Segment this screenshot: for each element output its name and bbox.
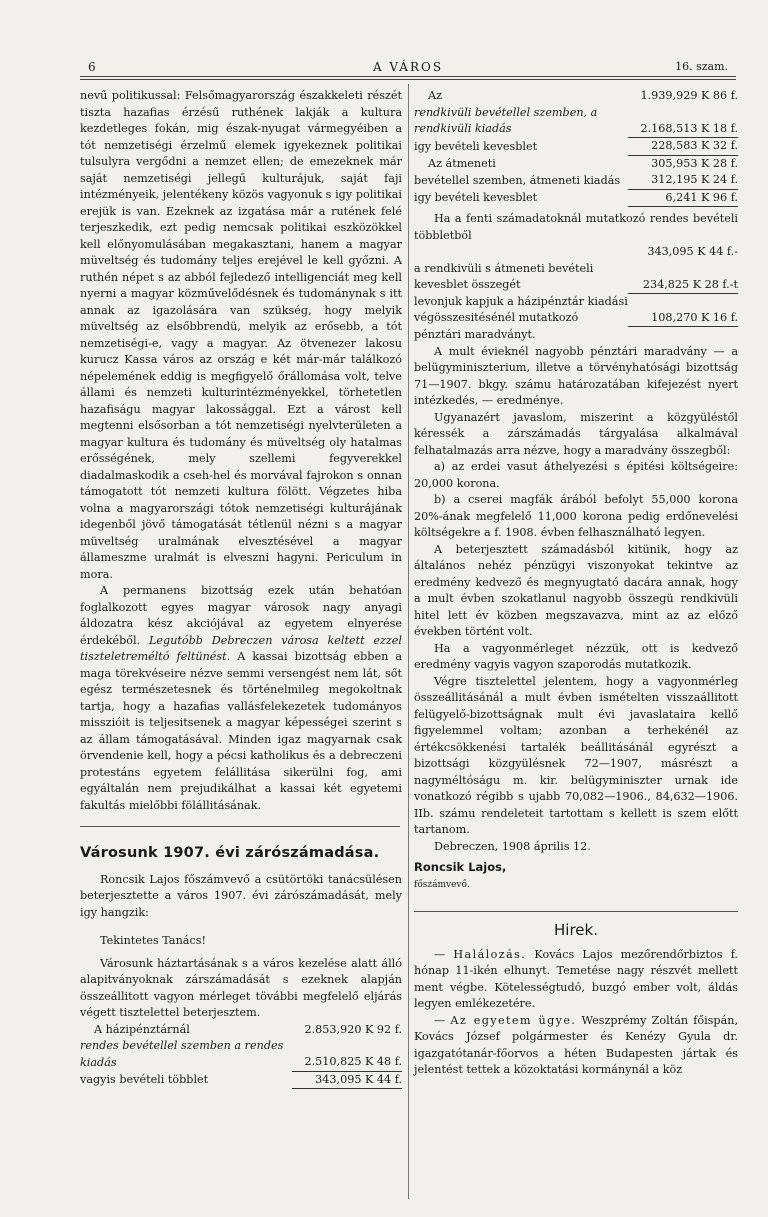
ledger-amount: 1.939,929 K 86 f. (640, 89, 738, 102)
ledger-row (80, 1071, 402, 1089)
report-paragraph: Végre tisztelettel jelentem, hogy a vagyonmérleg összeállitásánál a mult évben ismételten visszaállitott felügyelő-bizottságnak mult évi javaslataira kellő figyelemmel voltam; azonban a terhekénél az értékcsökkenési tartalék beállitásánál egyrészt a bizottsági közgyülésnek 72—1907, másrészt a nagyméltóságu m. kir. belügyminiszter urnak ide vonatkozó régibb s ujabb 70,082—1906., 84,632—1906. IIb. számu rendeleteit tartottam s kellett is szem előtt tartanom. (414, 674, 738, 836)
ledger-right (414, 88, 738, 207)
ledger-label: levonjuk kapjuk a házipénztár kiadási végösszesitésénél mutatkozó (414, 294, 628, 324)
ledger-amount: 108,270 K 16 f. (628, 294, 738, 327)
section-intro: Roncsik Lajos főszámvevő a csütörtöki tanácsülésen beterjesztette a város 1907. évi zárószámadását, mely igy hangzik: (80, 872, 402, 919)
news-item-text: Weszprémy Zoltán főispán, Kovács József polgármester és Kenézy Gyula dr. igazgatótanár-főorvos a héten Budapesten jártak és jelentést tettek a közoktatási kormánynál a köz (414, 1013, 739, 1076)
report-paragraph: Ha a vagyonmérleget nézzük, ott is kedvező eredmény vagyis vagyon szaporodás mutatkozik. (414, 641, 738, 671)
ledger-amount: 2.510,825 K 48 f. (292, 1038, 402, 1071)
ledger-amount: 234,825 K 28 f.-t (628, 261, 738, 294)
ledger-amount: 343,095 K 44 f.- (647, 245, 738, 258)
page-header (80, 58, 736, 76)
ledger-row (414, 88, 738, 105)
ledger-label (414, 244, 628, 261)
article-paragraph-text: A permanens bizottság ezek után behatóan foglalkozott egyes magyar városok nagy anyagi áldozatra kész akciójával az egyetem elnyerése érdekéből. (80, 584, 402, 647)
signature-name: Roncsik Lajos, (414, 860, 507, 874)
news-separator (414, 911, 738, 912)
ledger-row (414, 172, 738, 189)
article-paragraph: nevű politikussal: Felsőmagyarország északkeleti részét tiszta hazafias érzésű ruthének lakják a kultura kezdetleges fokán, mig észak-nyugat vármegyéiben a tót nemzetiségi érzelmű elemek igyekeznek politikai tulsulyra vergődni a nemzet ellen; de emezeknek már saját nemzetiségi jellegű kulturájuk, saját faji intézményeik, jelentékeny közös vagyonuk s igy politikai erejük is van. Ezeknek az izgatása már a rutének felé terjeszkedik, ezt pedig nemcsak politikai eszközökkel kell előnyomulásában megakasztani, hanem a magyar müveltség és tudomány teljes erejével le kell győzni. A ruthén népet s az abból fejledező intelligenciát meg kell nyerni a magyar közművelődésnek és tudománynak s itt annak az igazolására van szükség, hogy melyik müveltség az elsőbbrendü, melyik az erősebb, a tót nemzetiségi-e, vagy a magyar. Az ötvenezer lakosu kurucz Kassa város az ország e két már-már találkozó népelemének eddig is megfigyelő őrállomása volt, telve állami és nemzeti kulturintézményekkel, törhetetlen hazafiságu magyar lakossággal. Ezt a várost kell megtenni elsősorban a tót nemzetiségi nyelvterületen a magyar kultura és tudomány és müveltség oly hatalmas erősségének, mely szellemi fegyverekkel diadalmaskodik a cseh-hel és morvával fajrokon s onnan támogatott tót nemzeti kultura fölött. Végzetes hiba volna a magyarországi tótok nemzetiségi kulturájának idegenből jövő támogatását tétlenül nézni s a magyar müveltség uralmának elvesztésével a magyar állameszme uralmát is elveszni hagyni. Periculum in mora. (80, 89, 402, 581)
ledger-label: rendes bevétellel szemben a rendes kiadás (80, 1039, 284, 1069)
column-divider (408, 84, 409, 1199)
page-number: 6 (88, 60, 96, 74)
ledger-amount: 2.168,513 K 18 f. (628, 105, 738, 138)
ledger-row (414, 189, 738, 207)
dateline: Debreczen, 1908 április 12. (434, 839, 591, 853)
issue-number: 16. szam. (675, 60, 728, 73)
ledger-amount: 312,195 K 24 f. (628, 172, 738, 189)
header-rule (80, 76, 736, 77)
section-separator (80, 826, 400, 827)
ledger-label: rendkivüli bevétellel szemben, a rendkivüli kiadás (414, 105, 598, 135)
news-section-title: Hirek. (554, 921, 598, 939)
right-column (414, 88, 738, 1079)
ledger-label: Az átmeneti (428, 156, 496, 170)
ledger-amount: 305,953 K 28 f. (651, 156, 738, 170)
news-item: — Az egyetem ügye. Weszprémy Zoltán főispán, Kovács József polgármester és Kenézy Gyula dr. igazgatótanár-főorvos a héten Budapesten jártak és jelentést tettek a közoktatási kormánynál a köz (414, 1013, 739, 1076)
ledger-row (80, 1038, 402, 1071)
ledger-amount: 6,241 K 96 f. (628, 189, 738, 207)
article-paragraph-text: A kassai bizottság ebben a maga törekvéseire nézve semmi versengést nem lát, sőt egész természetesnek és történelmileg megokoltnak tartja, hogy a hazafias vallásfelekezetek tudományos misszióit is teljesitsenek a magyar képességei szerint s az állam támogatásával. Minden igaz magyarnak csak örvendenie kell, hogy a pécsi katholikus és a debreczeni protestáns egyetem felállitása sikerülni fog, ami egyáltalán nem prejudikálhat a kassai két egyetemi fakultás mielőbbi fölállitásának. (80, 650, 402, 812)
ledger-row (414, 155, 738, 172)
news-item-lead: Az egyetem ügye. (450, 1013, 577, 1027)
news-item-lead: Halálozás. (453, 947, 527, 961)
header-rule-double (80, 79, 736, 80)
ledger-label: igy bevételi kevesblet (414, 191, 538, 204)
ledger-row (414, 294, 738, 327)
ledger-label: igy bevételi kevesblet (414, 139, 538, 153)
article-paragraph (80, 583, 402, 814)
ledger-row (414, 261, 738, 294)
report-paragraph: b) a cserei magfák árából befolyt 55,000 korona 20%-ának megfelelő 11,000 korona pedig erdőnevelési költségekre a f. 1908. évben felhasználható legyen. (414, 493, 738, 539)
report-paragraph: A mult évieknél nagyobb pénztári maradvány — a belügyminiszterium, illetve a törvényhatósági bizottság 71—1907. bkgy. számu határozatában kifejezést nyert intézkedés, — eredménye. (414, 344, 738, 407)
ledger-amount: 228,583 K 32 f. (628, 138, 738, 156)
left-column (80, 88, 402, 1089)
signature-role: főszámvevő. (414, 879, 470, 890)
publication-title: A VÁROS (372, 60, 444, 74)
ledger-amount: 343,095 K 44 f. (292, 1071, 402, 1089)
ledger-row (414, 105, 738, 138)
ledger2-tail: pénztári maradványt. (414, 328, 536, 341)
report-paragraph: a) az erdei vasut áthelyezési s épitési költségeire: 20,000 korona. (414, 460, 738, 490)
section-title: Városunk 1907. évi zárószámadása. (80, 845, 380, 861)
greeting: Tekintetes Tanács! (100, 934, 206, 947)
ledger-left (80, 1022, 402, 1090)
ledger-row (414, 244, 738, 261)
ledger-amount: 2.853,920 K 92 f. (304, 1022, 402, 1036)
signature (414, 859, 738, 893)
report-paragraph: A beterjesztett számadásból kitünik, hogy az általános nehéz pénzügyi viszonyokat tekintve az eredmény kedvező és megnyugtató dacára annak, hogy a mult évben szokatlanul nagyobb összegü rendkivüli hitel lett év közben megszavazva, mint az az előző években történt volt. (414, 542, 738, 638)
ledger-label: bevétellel szemben, átmeneti kiadás (414, 173, 621, 187)
italic-sentence: Legutóbb Debreczen városa keltett ezzel tiszteletreméltó feltünést. (80, 633, 402, 663)
ledger-label: a rendkivüli s átmeneti bevételi kevesblet összegét (414, 261, 594, 291)
news-item: — Halálozás. Kovács Lajos mezőrendőrbiztos f. hónap 11-ikén elhunyt. Temetése nagy részvét mellett ment végbe. Kötelességtudó, buzgó ember volt, áldás legyen emlékezetére. (414, 947, 738, 1010)
ledger2-intro: Ha a fenti számadatoknál mutatkozó rendes bevételi többletből (414, 212, 738, 242)
ledger-label: A házipénztárnál (94, 1022, 190, 1036)
report-paragraph: Ugyanazért javaslom, miszerint a közgyüléstől kéressék a zárszámadás tárgyalása alkalmával felhatalmazás arra nézve, hogy a maradvány összegből: (414, 410, 738, 457)
news-item-text: Kovács Lajos mezőrendőrbiztos f. hónap 11-ikén elhunyt. Temetése nagy részvét mellett ment végbe. Kötelességtudó, buzgó ember volt, áldás legyen emlékezetére. (414, 947, 738, 1010)
ledger-label: Az (428, 89, 442, 102)
section-body: Városunk háztartásának s a város kezelése alatt álló alapitványoknak zárszámadását s ezeknek alapján összeállitott vagyon mérleget tövábbi megfelelő eljárás végett tisztelettel beterjesztem. (80, 956, 402, 1019)
ledger-row (414, 138, 738, 156)
ledger-row (80, 1022, 402, 1039)
ledger-right-2 (414, 244, 738, 327)
ledger-label: vagyis bevételi többlet (80, 1073, 209, 1086)
